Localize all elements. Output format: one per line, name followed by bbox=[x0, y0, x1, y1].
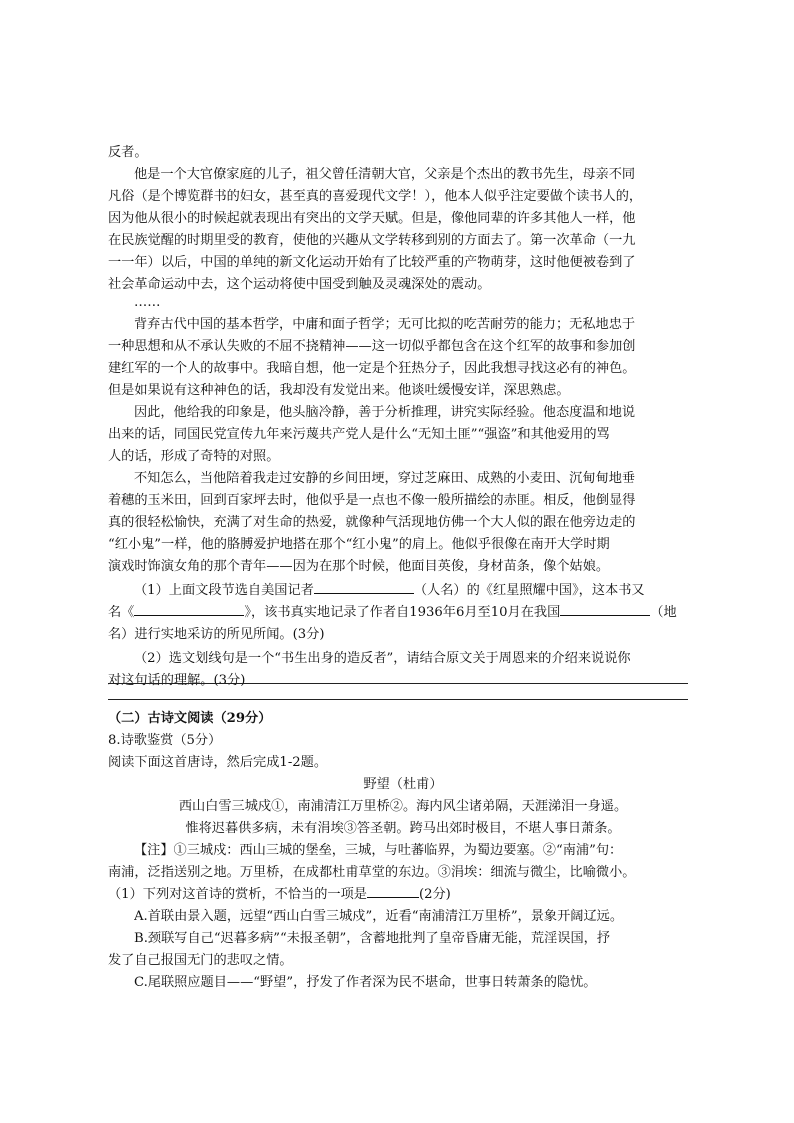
passage-line: 在民族觉醒的时期里受的教育，使他的兴趣从文学转移到别的方面去了。第一次革命（一九 bbox=[108, 233, 636, 248]
poem-note: 南浦，泛指送别之地。万里桥，在成都杜甫草堂的东边。③涓埃：细流与微尘，比喻微小。 bbox=[108, 865, 636, 880]
question-1-text: 》，该书真实地记录了作者自1936年6月至10月在我国 bbox=[244, 605, 561, 620]
passage-line: 因此，他给我的印象是，他头脑冷静，善于分析推理，讲究实际经验。他态度温和地说 bbox=[134, 405, 636, 420]
passage-line: 不知怎么，当他陪着我走过安静的乡间田埂，穿过芝麻田、成熟的小麦田、沉甸甸地垂 bbox=[134, 471, 636, 486]
question-2-line2: 对这句话的理解。(3分) bbox=[108, 673, 246, 688]
passage-line: 演戏时饰演女角的那个青年——因为在那个时候，他面目英俊，身材苗条，像个姑娘。 bbox=[108, 559, 610, 574]
answer-line[interactable] bbox=[108, 683, 688, 684]
passage-line: 背弃古代中国的基本哲学，中庸和面子哲学；无可比拟的吃苦耐劳的能力；无私地忠于 bbox=[134, 317, 636, 332]
answer-blank-choice[interactable] bbox=[367, 884, 419, 898]
passage-line: 建红军的一个人的故事中。我暗自想，他一定是个狂热分子，因此我想寻找这必有的神色。 bbox=[108, 361, 636, 376]
passage-line: 社会革命运动中去，这个运动将使中国受到触及灵魂深处的震动。 bbox=[108, 277, 491, 292]
question-1-line2 bbox=[108, 602, 698, 624]
answer-blank-place[interactable] bbox=[560, 602, 650, 616]
poem-line: 西山白雪三城戍①，南浦清江万里桥②。海内风尘诸弟隔，天涯涕泪一身遥。 bbox=[178, 799, 628, 814]
poem-title: 野望（杜甫） bbox=[363, 777, 443, 792]
answer-blank-book-title[interactable] bbox=[134, 602, 244, 616]
section-heading: （二）古诗文阅读（29分） bbox=[108, 711, 272, 726]
question-1-text: 名《 bbox=[108, 605, 135, 620]
question-2-line1: （2）选文划线句是一个“书生出身的造反者”，请结合原文关于周恩来的介绍来说说你 bbox=[134, 651, 631, 666]
question-1-text: （人名）的《红星照耀中国》，这本书又 bbox=[413, 583, 645, 598]
passage-line: 一一年）以后，中国的单纯的新文化运动开始有了比较严重的产物萌芽，这时他便被卷到了 bbox=[108, 255, 636, 270]
passage-line: 出来的话，同国民党宣传九年来污蔑共产党人是什么“无知土匪”“强盗”和其他爱用的骂 bbox=[108, 427, 610, 442]
question-8-title: 8.诗歌鉴赏（5分） bbox=[108, 733, 222, 748]
answer-blank-author[interactable] bbox=[314, 580, 414, 594]
question-1-text: （地 bbox=[650, 605, 677, 620]
passage-line: 一种思想和从不承认失败的不屈不挠精神——这一切似乎都包含在这个红军的故事和参加创 bbox=[108, 339, 636, 354]
sub-question-text: (2分) bbox=[418, 887, 451, 902]
passage-line: 但是如果说有这种神色的话，我却没有发觉出来。他谈吐缓慢安详，深思熟虑。 bbox=[108, 383, 570, 398]
option-a: A.首联由景入题，远望“西山白雪三城戍”，近看“南浦清江万里桥”，景象开阔辽远。 bbox=[134, 909, 624, 924]
passage-ellipsis: …… bbox=[134, 295, 161, 310]
sub-question-1 bbox=[108, 884, 698, 906]
passage-line: 他是一个大官僚家庭的儿子，祖父曾任清朝大官，父亲是个杰出的教书先生，母亲不同 bbox=[134, 167, 636, 182]
instruction: 阅读下面这首唐诗，然后完成1-2题。 bbox=[108, 755, 328, 770]
option-c: C.尾联照应题目——“野望”，抒发了作者深为民不堪命，世事日转萧条的隐忧。 bbox=[134, 975, 597, 990]
sub-question-text: （1）下列对这首诗的赏析，不恰当的一项是 bbox=[108, 887, 367, 902]
poem-note: 【注】①三城戍：西山三城的堡垒，三城，与吐蕃临界，为蜀边要塞。②“南浦”句： bbox=[134, 843, 623, 858]
passage-line: “红小鬼”一样，他的胳膊爱护地搭在那个“红小鬼”的肩上。他似乎很像在南开大学时期 bbox=[108, 537, 610, 552]
question-1-text: （1）上面文段节选自美国记者 bbox=[134, 583, 314, 598]
passage-line: 真的很轻松愉快，充满了对生命的热爱，就像种气活现地仿佛一个大人似的跟在他旁边走的 bbox=[108, 515, 636, 530]
question-1-line1 bbox=[134, 580, 698, 602]
poem-line: 惟将迟暮供多病，未有涓埃③答圣朝。跨马出郊时极目，不堪人事日萧条。 bbox=[185, 821, 621, 836]
option-b: B.颈联写自己“迟暮多病”“未报圣朝”，含蓄地批判了皇帝昏庸无能，荒淫误国，抒 bbox=[134, 931, 611, 946]
option-b-cont: 发了自己报国无门的悲叹之情。 bbox=[108, 953, 293, 968]
passage-line: 人的话，形成了奇特的对照。 bbox=[108, 449, 280, 464]
passage-line: 反者。 bbox=[108, 145, 148, 160]
passage-line: 因为他从很小的时候起就表现出有突出的文学天赋。但是，像他同辈的许多其他人一样，他 bbox=[108, 211, 636, 226]
passage-line: 着穗的玉米田，回到百家坪去时，他似乎是一点也不像一般所描绘的赤匪。相反，他倒显得 bbox=[108, 493, 636, 508]
passage-line: 凡俗（是个博览群书的妇女，甚至真的喜爱现代文学！），他本人似乎注定要做个读书人的， bbox=[108, 189, 643, 204]
answer-line[interactable] bbox=[108, 699, 688, 700]
question-1-line3: 名）进行实地采访的所见所闻。(3分) bbox=[108, 627, 325, 642]
